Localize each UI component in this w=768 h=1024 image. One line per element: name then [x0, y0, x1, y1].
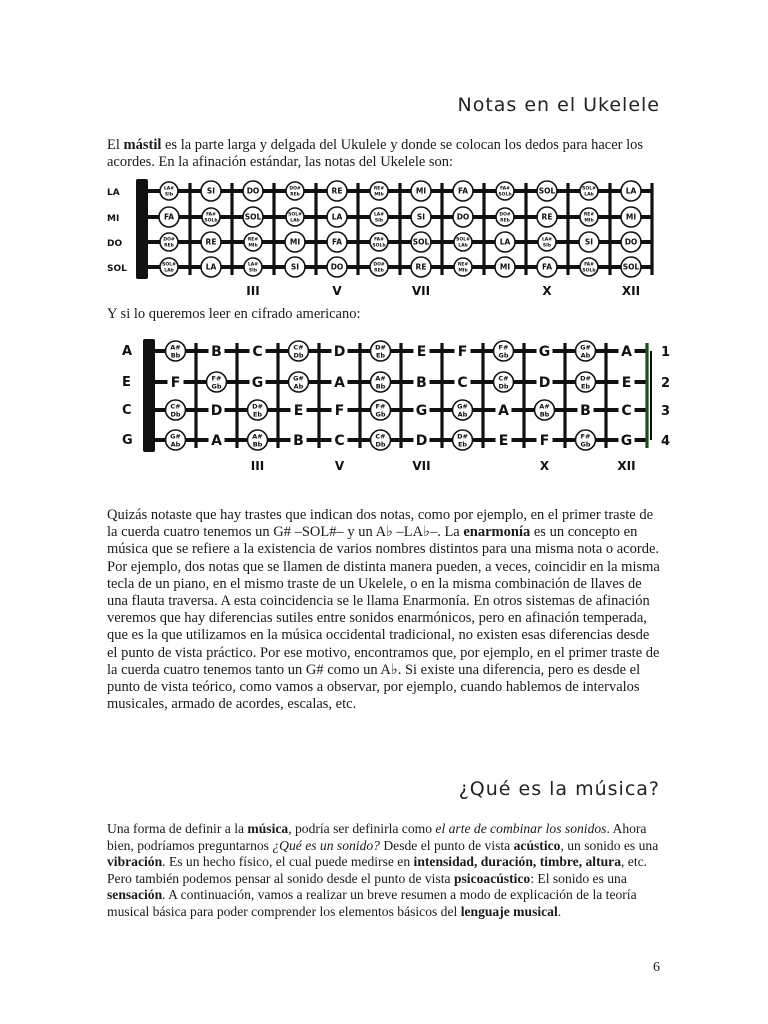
note-flat: MIb	[584, 218, 594, 224]
note-circle	[327, 181, 347, 201]
fretboard-nut	[136, 179, 148, 279]
note-sharp: SOL#	[288, 212, 302, 218]
note-name: MI	[289, 237, 301, 247]
musica-italic-arte: el arte de combinar los sonidos	[435, 821, 607, 836]
note-circle	[370, 182, 388, 200]
note-name: G	[251, 375, 264, 392]
note-flat: Bb	[170, 351, 181, 360]
note-name: SI	[584, 237, 594, 247]
note-name: DO	[624, 237, 638, 247]
note-circle	[537, 207, 557, 227]
musica-text-6: . Es un hecho físico, el cual puede medirse en	[162, 854, 414, 870]
note-circle	[201, 257, 221, 277]
note-circle	[619, 430, 635, 450]
note-circle	[411, 257, 431, 277]
note-sharp: C#	[293, 343, 304, 352]
note-circle	[289, 341, 309, 361]
note-name: SOL	[538, 186, 556, 196]
note-circle	[327, 257, 347, 277]
string-label: MI	[107, 214, 120, 224]
note-circle	[370, 258, 388, 276]
note-flat: REb	[500, 218, 510, 224]
musica-bold-lenguaje: lenguaje musical	[460, 903, 558, 919]
note-flat: Ab	[293, 382, 304, 391]
note-circle	[411, 207, 431, 227]
fret-marker-label: VII	[412, 459, 431, 473]
note-flat: Eb	[457, 440, 468, 449]
musica-bold-vibracion: vibración	[107, 854, 163, 870]
note-circle	[371, 430, 391, 450]
musica-bold-psicoacustico: psicoacústico	[453, 870, 531, 886]
note-circle	[332, 341, 348, 361]
note-flat: Gb	[498, 351, 509, 360]
note-sharp: RE#	[373, 186, 385, 192]
note-sharp: DO#	[289, 186, 301, 192]
note-circle	[332, 400, 348, 420]
note-circle	[289, 372, 309, 392]
note-name: FA	[163, 212, 175, 222]
note-name: C	[334, 433, 345, 450]
note-sharp: RE#	[247, 237, 259, 243]
fret-marker-label: III	[246, 284, 260, 298]
page-number: 6	[653, 960, 660, 975]
note-name: RE	[541, 212, 553, 222]
note-flat: Db	[498, 382, 509, 391]
string-label: LA	[107, 188, 120, 198]
note-circle	[621, 181, 641, 201]
note-name: A	[334, 375, 345, 392]
note-sharp: G#	[457, 402, 468, 411]
note-name: SOL	[244, 212, 262, 222]
note-name: SI	[416, 212, 426, 222]
note-flat: SOLb	[498, 192, 512, 198]
note-circle	[619, 372, 635, 392]
note-circle	[621, 257, 641, 277]
note-sharp: G#	[170, 432, 181, 441]
note-circle	[454, 258, 472, 276]
fretboard-american-diagram	[107, 334, 671, 476]
string-number: 1	[661, 345, 671, 360]
musica-text-4: Desde el punto de vista	[379, 837, 514, 853]
note-flat: Ab	[457, 410, 468, 419]
note-circle	[576, 341, 596, 361]
note-circle	[621, 232, 641, 252]
note-sharp: F#	[211, 374, 222, 383]
note-name: D	[210, 403, 223, 420]
note-sharp: DO#	[499, 212, 511, 218]
note-name: RE	[205, 237, 217, 247]
fret-marker-label: X	[539, 459, 550, 473]
note-flat: LAb	[458, 243, 468, 249]
note-circle	[209, 400, 225, 420]
note-name: FA	[541, 262, 553, 272]
section-heading-musica: ¿Qué es la música?	[458, 778, 660, 800]
note-flat: LAb	[584, 192, 594, 198]
note-name: B	[580, 403, 591, 420]
note-sharp: RE#	[457, 262, 469, 268]
note-flat: SIb	[542, 243, 552, 249]
note-sharp: F#	[375, 402, 386, 411]
note-circle	[414, 341, 430, 361]
note-sharp: FA#	[374, 237, 384, 243]
note-name: LA	[499, 237, 511, 247]
string-label: DO	[107, 239, 123, 249]
musica-text-8: : El sonido es una	[530, 870, 627, 886]
string-number: 2	[661, 376, 671, 391]
musica-text-10: .	[557, 903, 562, 919]
fret-marker-label: III	[250, 459, 265, 473]
note-sharp: LA#	[373, 212, 385, 218]
note-flat: Bb	[375, 382, 386, 391]
note-sharp: SOL#	[456, 237, 470, 243]
note-flat: Bb	[539, 410, 550, 419]
note-circle	[209, 341, 225, 361]
enharmonia-text-1: Quizás notaste que hay trastes que indican dos notas, como por ejemplo, en el primer traste de la cuerda cuatro tenemos un G# –SOL#– y un A♭ –LA♭–. La	[107, 507, 654, 541]
note-name: SI	[290, 262, 300, 272]
note-circle	[166, 430, 186, 450]
note-circle	[537, 181, 557, 201]
note-circle	[414, 372, 430, 392]
note-circle	[250, 372, 266, 392]
note-sharp: RE#	[583, 212, 595, 218]
note-circle	[579, 232, 599, 252]
note-name: MI	[499, 262, 511, 272]
note-name: A	[211, 433, 222, 450]
note-sharp: FA#	[584, 262, 594, 268]
note-circle	[453, 400, 473, 420]
string-label: G	[122, 433, 133, 448]
note-flat: Ab	[580, 351, 591, 360]
note-name: E	[621, 375, 632, 392]
fretboard-solfege-diagram	[107, 178, 660, 300]
note-flat: Bb	[252, 440, 263, 449]
note-circle	[453, 181, 473, 201]
note-circle	[243, 181, 263, 201]
note-name: E	[498, 433, 509, 450]
note-circle	[201, 181, 221, 201]
note-name: SOL	[412, 237, 430, 247]
intro-bold-mastil: mástil	[123, 137, 162, 153]
note-circle	[370, 233, 388, 251]
note-circle	[453, 207, 473, 227]
musica-italic-sonido: ¿Qué es un sonido?	[272, 837, 380, 853]
note-circle	[621, 207, 641, 227]
fret-marker-label: VII	[411, 284, 431, 298]
musica-text-1: Una forma de definir a la	[107, 821, 248, 836]
note-name: C	[457, 375, 468, 392]
note-circle	[332, 372, 348, 392]
note-circle	[495, 257, 515, 277]
note-flat: LAb	[290, 218, 300, 224]
note-flat: Db	[293, 351, 304, 360]
musica-bold-propiedades: intensidad, duración, timbre, altura	[413, 854, 621, 870]
enharmonia-bold-term: enarmonía	[463, 524, 531, 541]
note-circle	[166, 400, 186, 420]
note-sharp: A#	[252, 432, 263, 441]
note-sharp: F#	[498, 343, 509, 352]
note-sharp: C#	[375, 432, 386, 441]
note-name: F	[170, 375, 181, 392]
note-sharp: D#	[252, 402, 263, 411]
note-circle	[166, 341, 186, 361]
note-sharp: FA#	[500, 186, 510, 192]
note-circle	[496, 208, 514, 226]
note-flat: Gb	[375, 410, 386, 419]
fret-marker-label: V	[334, 459, 345, 473]
note-circle	[411, 181, 431, 201]
note-flat: SIb	[248, 268, 258, 274]
note-flat: MIb	[248, 243, 258, 249]
note-circle	[370, 208, 388, 226]
string-number: 3	[661, 404, 671, 419]
note-sharp: C#	[498, 374, 509, 383]
note-sharp: LA#	[163, 186, 175, 192]
musica-text-2: , podría ser definirla como	[288, 821, 436, 836]
note-name: B	[416, 375, 427, 392]
note-circle	[580, 258, 598, 276]
note-circle	[286, 182, 304, 200]
note-sharp: DO#	[163, 237, 175, 243]
note-name: LA	[331, 212, 343, 222]
note-flat: Gb	[580, 440, 591, 449]
note-circle	[371, 400, 391, 420]
note-name: LA	[205, 262, 217, 272]
note-circle	[619, 341, 635, 361]
note-name: FA	[331, 237, 343, 247]
note-name: LA	[625, 186, 637, 196]
note-sharp: A#	[170, 343, 181, 352]
note-circle	[496, 182, 514, 200]
note-circle	[207, 372, 227, 392]
note-sharp: SOL#	[162, 262, 176, 268]
note-name: F	[539, 433, 550, 450]
note-circle	[454, 233, 472, 251]
note-circle	[244, 258, 262, 276]
note-sharp: G#	[293, 374, 304, 383]
note-name: E	[293, 403, 304, 420]
note-circle	[371, 372, 391, 392]
note-circle	[537, 430, 553, 450]
musica-text-9: . A continuación, vamos a realizar un breve resumen a modo de explicación de la teoría musical básica para poder comprender los elementos básicos del	[107, 887, 637, 919]
note-name: G	[415, 403, 428, 420]
note-sharp: C#	[170, 402, 181, 411]
note-circle	[159, 207, 179, 227]
note-flat: MIb	[458, 268, 468, 274]
note-circle	[248, 430, 268, 450]
note-circle	[160, 258, 178, 276]
note-circle	[285, 257, 305, 277]
note-circle	[537, 257, 557, 277]
note-circle	[580, 182, 598, 200]
intro-text-1: El	[107, 137, 124, 153]
note-flat: SOLb	[582, 268, 596, 274]
musica-paragraph	[107, 821, 661, 921]
note-sharp: G#	[580, 343, 591, 352]
note-circle	[285, 232, 305, 252]
note-circle	[248, 400, 268, 420]
note-name: D	[415, 433, 428, 450]
note-circle	[291, 430, 307, 450]
note-name: RE	[331, 186, 343, 196]
note-name: MI	[625, 212, 637, 222]
note-circle	[494, 341, 514, 361]
musica-text-7: , etc. Pero también podemos pensar al sonido desde el punto de vista	[107, 854, 648, 886]
note-flat: REb	[374, 268, 384, 274]
note-circle	[160, 182, 178, 200]
note-name: F	[457, 344, 468, 361]
note-circle	[535, 400, 555, 420]
note-flat: Eb	[252, 410, 263, 419]
note-circle	[455, 372, 471, 392]
note-name: DO	[330, 262, 344, 272]
note-circle	[414, 400, 430, 420]
note-flat: Db	[375, 440, 386, 449]
note-circle	[619, 400, 635, 420]
note-circle	[411, 232, 431, 252]
note-circle	[160, 233, 178, 251]
note-circle	[494, 372, 514, 392]
note-flat: SOLb	[204, 218, 218, 224]
note-flat: Eb	[375, 351, 386, 360]
note-circle	[580, 208, 598, 226]
note-name: C	[621, 403, 632, 420]
musica-text-3: . Ahora bien, podríamos preguntarnos	[107, 821, 647, 853]
note-circle	[209, 430, 225, 450]
note-flat: SIb	[374, 218, 384, 224]
note-circle	[332, 430, 348, 450]
note-circle	[455, 341, 471, 361]
note-name: E	[416, 344, 427, 361]
note-flat: LAb	[164, 268, 174, 274]
note-name: F	[334, 403, 345, 420]
fretboard-nut	[143, 339, 155, 452]
note-name: MI	[415, 186, 427, 196]
note-sharp: FA#	[206, 212, 216, 218]
note-circle	[576, 430, 596, 450]
note-name: DO	[456, 212, 470, 222]
note-flat: MIb	[374, 192, 384, 198]
note-flat: Db	[170, 410, 181, 419]
note-circle	[286, 208, 304, 226]
string-number: 4	[661, 434, 671, 449]
note-circle	[538, 233, 556, 251]
note-circle	[202, 208, 220, 226]
american-notation-line: Y si lo queremos leer en cifrado americano:	[107, 306, 361, 322]
fret-marker-label: V	[332, 284, 342, 298]
note-flat: Ab	[170, 440, 181, 449]
note-sharp: D#	[375, 343, 386, 352]
note-name: A	[498, 403, 509, 420]
string-label: C	[122, 403, 132, 418]
note-circle	[201, 232, 221, 252]
note-sharp: DO#	[373, 262, 385, 268]
note-flat: REb	[164, 243, 174, 249]
note-circle	[327, 232, 347, 252]
note-sharp: A#	[375, 374, 386, 383]
note-flat: Eb	[580, 382, 591, 391]
enharmonia-paragraph	[107, 507, 661, 713]
note-name: RE	[415, 262, 427, 272]
note-name: G	[538, 344, 551, 361]
note-circle	[244, 233, 262, 251]
string-label: A	[122, 344, 133, 359]
musica-bold-musica: música	[247, 821, 289, 836]
note-name: B	[293, 433, 304, 450]
note-flat: SOLb	[372, 243, 386, 249]
note-flat: REb	[290, 192, 300, 198]
note-name: FA	[457, 186, 469, 196]
note-flat: Gb	[211, 382, 222, 391]
string-label: E	[122, 375, 131, 390]
note-name: DO	[246, 186, 260, 196]
note-name: SI	[206, 186, 216, 196]
note-circle	[250, 341, 266, 361]
musica-bold-sensacion: sensación	[107, 887, 163, 903]
note-circle	[495, 232, 515, 252]
note-flat: SIb	[164, 192, 174, 198]
note-circle	[576, 372, 596, 392]
note-circle	[291, 400, 307, 420]
fret-marker-label: XII	[617, 459, 636, 473]
note-circle	[327, 207, 347, 227]
note-name: C	[252, 344, 263, 361]
enharmonia-text-2: es un concepto en música que se refiere a la existencia de varios nombres distintos para una misma nota o acorde. Por ejemplo, dos notas que se llamen de distinta manera pueden, a veces, coincidir en la misma tecla de un piano, en el mismo traste de un Ukelele, o en la misma combinación de llaves de una flauta traversa. A esta coincidencia se le llama Enarmonía. En otros sistemas de afinación veremos que hay diferencias sutiles entre sonidos enarmónicos, pero en afinación temperada, que es la que utilizamos en la música occidental tradicional, no existen esas diferencias desde el punto de vista práctico. Por ese motivo, encontramos que, por ejemplo, en el primer traste de la cuerda cuatro tenemos tanto un G# como un A♭. Si existe una diferencia, pero es desde el punto de vista teórico, como vamos a observar, por ejemplo, cuando hablemos de intervalos musicales, armado de acordes, escalas, etc.	[107, 524, 660, 713]
note-circle	[537, 372, 553, 392]
note-circle	[168, 372, 184, 392]
note-circle	[371, 341, 391, 361]
note-sharp: A#	[539, 402, 550, 411]
note-circle	[578, 400, 594, 420]
note-sharp: D#	[580, 374, 591, 383]
note-circle	[496, 400, 512, 420]
note-name: G	[620, 433, 633, 450]
section-heading-notas: Notas en el Ukelele	[457, 94, 660, 116]
note-sharp: LA#	[541, 237, 553, 243]
note-sharp: LA#	[247, 262, 259, 268]
note-sharp: SOL#	[582, 186, 596, 192]
intro-paragraph	[107, 137, 661, 171]
note-circle	[453, 430, 473, 450]
note-sharp: D#	[457, 432, 468, 441]
note-name: D	[333, 344, 346, 361]
musica-bold-acustico: acústico	[513, 837, 561, 853]
string-label: SOL	[107, 264, 127, 274]
note-name: B	[211, 344, 222, 361]
note-circle	[537, 341, 553, 361]
note-circle	[243, 207, 263, 227]
note-circle	[496, 430, 512, 450]
note-sharp: F#	[580, 432, 591, 441]
note-name: A	[621, 344, 632, 361]
note-circle	[414, 430, 430, 450]
musica-text-5: , un sonido es una	[560, 837, 659, 853]
fret-marker-label: XII	[621, 284, 641, 298]
note-name: D	[538, 375, 551, 392]
intro-text-2: es la parte larga y delgada del Ukulele y donde se colocan los dedos para hacer los acordes. En la afinación estándar, las notas del Ukelele son:	[107, 137, 644, 170]
note-name: SOL	[622, 262, 640, 272]
fret-marker-label: X	[542, 284, 552, 298]
